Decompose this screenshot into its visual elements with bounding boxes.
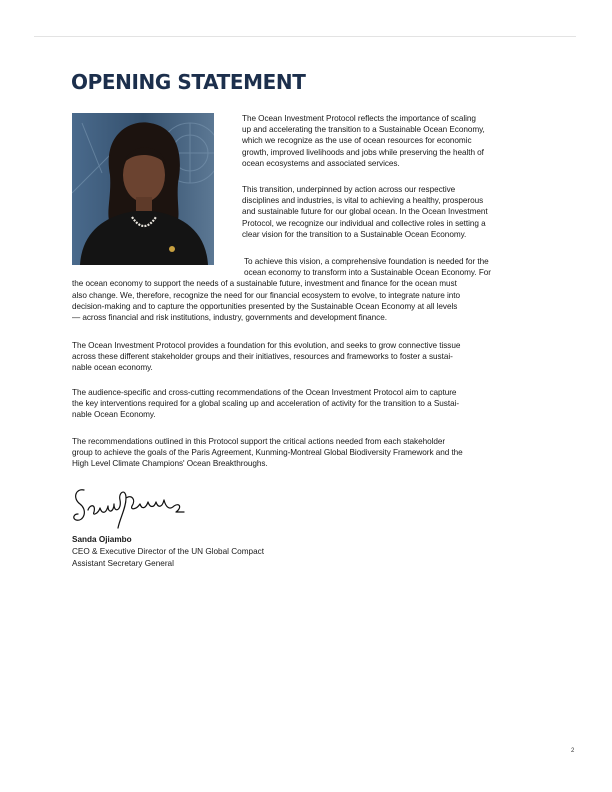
- paragraph-2: [242, 184, 488, 240]
- text-line: group to achieve the goals of the Paris Agreement, Kunming-Montreal Global Biodiversity Framework and the: [72, 448, 463, 458]
- text-line: clear vision for the transition to a Sustainable Ocean Economy.: [242, 229, 467, 239]
- page-title: OPENING STATEMENT: [71, 70, 306, 94]
- text-line: ocean economy to transform into a Sustainable Ocean Economy. For: [244, 268, 491, 278]
- text-line: The audience-specific and cross-cutting recommendations of the Ocean Investment Protocol aim to capture: [72, 388, 457, 397]
- portrait-photo: [72, 113, 214, 265]
- text-line: To achieve this vision, a comprehensive foundation is needed for the: [244, 257, 489, 266]
- text-line: up and accelerating the transition to a Sustainable Ocean Economy,: [242, 125, 485, 135]
- text-line: This transition, underpinned by action across our respective: [242, 185, 456, 194]
- handwritten-signature: [70, 484, 188, 534]
- text-line: ocean ecosystems and associated services.: [242, 158, 400, 168]
- text-line: nable Ocean Economy.: [72, 410, 156, 420]
- signer-title-secondary: Assistant Secretary General: [72, 559, 174, 568]
- text-line: across these different stakeholder groups and their initiatives, resources and frameworks to foster a sustai-: [72, 352, 453, 362]
- paragraph-3: [72, 256, 491, 323]
- text-line: growth, improved livelihoods and jobs while preserving the health of: [242, 147, 484, 157]
- text-line: The recommendations outlined in this Protocol support the critical actions needed from each stakeholder: [72, 437, 446, 446]
- text-line: decision-making and to capture the opportunities presented by the Sustainable Ocean Economy at all levels: [72, 301, 458, 311]
- text-line: disciplines and industries, is vital to achieving a healthy, prosperous: [242, 196, 484, 206]
- text-line: nable ocean economy.: [72, 363, 153, 373]
- signer-name: Sanda Ojiambo: [72, 535, 132, 544]
- header-rule: [34, 36, 576, 37]
- text-line: Protocol, we recognize our individual and collective roles in setting a: [242, 218, 486, 228]
- paragraph-5: [72, 387, 459, 421]
- text-line: the key interventions required for a global scaling up and acceleration of activity for the transition to a Sustai-: [72, 399, 460, 409]
- paragraph-1: [242, 113, 485, 169]
- text-line: and sustainable future for our global ocean. In the Ocean Investment: [242, 207, 488, 217]
- page-number: 2: [571, 748, 575, 754]
- text-line: The Ocean Investment Protocol provides a foundation for this evolution, and seeks to grow connective tissue: [72, 341, 461, 350]
- text-line: the ocean economy to support the needs of a sustainable future, investment and finance for the ocean must: [72, 279, 457, 289]
- signer-title: CEO & Executive Director of the UN Global Compact: [72, 547, 265, 556]
- paragraph-4: [72, 340, 460, 374]
- text-line: The Ocean Investment Protocol reflects the importance of scaling: [242, 114, 476, 123]
- paragraph-6: [72, 436, 463, 470]
- text-line: which we recognize as the use of ocean resources for economic: [242, 136, 472, 146]
- text-line: High Level Climate Champions' Ocean Breakthroughs.: [72, 459, 268, 469]
- text-line: also change. We, therefore, recognize the need for our financial ecosystem to evolve, to integrate nature into: [72, 290, 461, 300]
- text-line: — across financial and risk institutions, industry, governments and development finance.: [72, 313, 387, 323]
